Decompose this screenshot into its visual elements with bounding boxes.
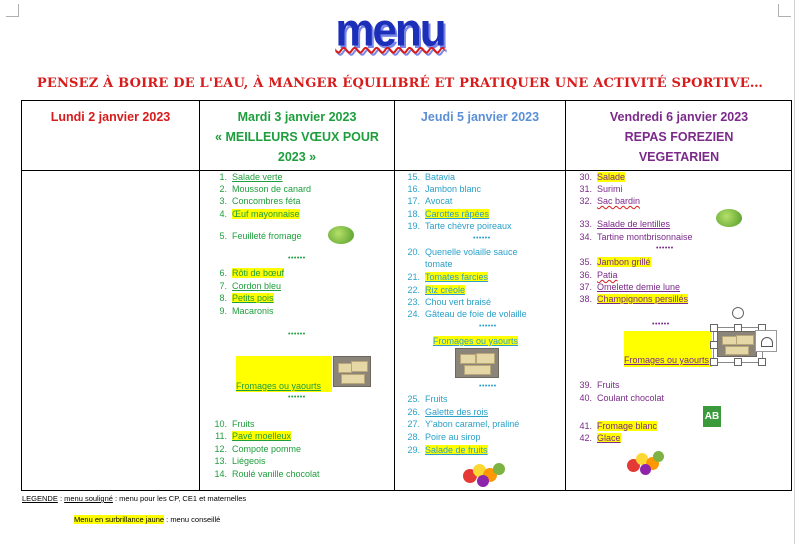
list-item: 32. Sac bardin	[579, 196, 641, 206]
list-item: 24. Gâteau de foie de volaille	[407, 309, 527, 319]
list-item: 4. Œuf mayonnaise	[219, 209, 300, 219]
resize-handle[interactable]	[710, 341, 718, 349]
separator-dots: ••••••	[288, 331, 306, 338]
list-item: 8. Petits pois	[219, 293, 274, 303]
list-item: 31. Surimi	[579, 184, 623, 194]
header-mardi-subtitle-2: 2023 »	[277, 150, 317, 164]
header-jeudi	[395, 107, 565, 127]
list-item: 42. Glace	[579, 433, 621, 443]
list-item: 20. Quenelle volaille sauce	[407, 247, 518, 257]
list-item: 2. Mousson de canard	[219, 184, 312, 194]
legend-line-1: LEGENDE : menu souligné : menu pour les CP, CE1 et maternelles	[22, 494, 247, 503]
mardi-menu	[200, 171, 394, 492]
fruit-basket-image	[626, 449, 666, 477]
list-item: 29. Salade de fruits	[407, 445, 488, 455]
list-item: 1. Salade verte	[219, 172, 283, 182]
cheese-image	[717, 331, 757, 357]
header-vendredi	[566, 107, 792, 167]
layout-options-icon[interactable]	[755, 330, 777, 352]
list-item: 17. Avocat	[407, 196, 453, 206]
list-item: 38. Champignons persillés	[579, 294, 689, 304]
header-mardi-date: Mardi 3 janvier 2023	[237, 110, 357, 124]
resize-handle[interactable]	[710, 358, 718, 366]
list-item: 37. Omelette demie lune	[579, 282, 681, 292]
jeudi-menu	[395, 171, 565, 492]
separator-dots: ••••••	[473, 235, 491, 242]
list-item: 13. Liégeois	[214, 456, 266, 466]
list-item: Fromages ou yaourts	[433, 336, 519, 346]
list-item: 39. Fruits	[579, 380, 620, 390]
list-item: 40. Coulant chocolat	[579, 393, 665, 403]
cheese-image	[333, 356, 371, 387]
list-item: 33. Salade de lentilles	[579, 219, 671, 229]
list-item: 3. Concombres féta	[219, 196, 301, 206]
legend-underline-text: : menu pour les CP, CE1 et maternelles	[112, 494, 247, 503]
lettuce-icon	[328, 226, 354, 244]
list-item: 25. Fruits	[407, 394, 448, 404]
resize-handle[interactable]	[734, 358, 742, 366]
list-item: Fromages ou yaourts	[624, 355, 710, 365]
legend-underline-sample: menu souligné	[64, 494, 113, 503]
list-item: 6. Rôti de bœuf	[219, 268, 285, 278]
list-item: 30. Salade	[579, 172, 626, 182]
resize-handle[interactable]	[710, 324, 718, 332]
list-item: 21. Tomates farcies	[407, 272, 489, 282]
list-item: 34. Tartine montbrisonnaise	[579, 232, 693, 242]
separator-dots: ••••••	[288, 394, 306, 401]
list-item: 27. Y'abon caramel, praliné	[407, 419, 520, 429]
ab-logo: AB	[703, 406, 721, 427]
fruit-basket-image	[461, 459, 509, 489]
list-item: tomate	[425, 259, 453, 269]
list-item: 35. Jambon grillé	[579, 257, 651, 267]
lettuce-icon	[716, 209, 742, 227]
menu-title: menu	[335, 4, 445, 57]
separator-dots: ••••••	[479, 383, 497, 390]
list-item: Fromages ou yaourts	[236, 381, 322, 391]
list-item: 12. Compote pomme	[214, 444, 302, 454]
list-item: 15. Batavia	[407, 172, 456, 182]
separator-dots: ••••••	[479, 323, 497, 330]
menu-table	[21, 100, 792, 491]
list-item: 36. Patia	[579, 270, 618, 280]
list-item: 10. Fruits	[214, 419, 255, 429]
list-item: 11. Pavé moelleux	[215, 431, 292, 441]
list-item: 16. Jambon blanc	[407, 184, 482, 194]
list-item: 41. Fromage blanc	[579, 421, 658, 431]
header-mardi-subtitle: « MEILLEURS VŒUX POUR	[215, 130, 379, 144]
header-vendredi-subtitle: REPAS FOREZIEN	[624, 130, 734, 144]
list-item: 26. Galette des rois	[407, 407, 489, 417]
list-item: 18. Carottes râpées	[407, 209, 490, 219]
header-mardi	[200, 107, 394, 167]
list-item: 19. Tarte chèvre poireaux	[407, 221, 512, 231]
list-item: 28. Poire au sirop	[407, 432, 481, 442]
list-item: 23. Chou vert braisé	[407, 297, 492, 307]
resize-handle[interactable]	[758, 358, 766, 366]
list-item: 14. Roulé vanille chocolat	[214, 469, 320, 479]
legend-line-2	[74, 515, 220, 524]
resize-handle[interactable]	[734, 324, 742, 332]
slogan: PENSEZ À BOIRE DE L'EAU, À MANGER ÉQUILIBRÉ ET PRATIQUER UNE ACTIVITÉ SPORTIVE…	[36, 76, 764, 91]
list-item: 7. Cordon bleu	[219, 281, 282, 291]
legend-highlight-text: : menu conseillé	[164, 515, 221, 524]
separator-dots: ••••••	[288, 255, 306, 262]
header-lundi-date: Lundi 2 janvier 2023	[50, 110, 171, 124]
header-jeudi-date: Jeudi 5 janvier 2023	[420, 110, 540, 124]
cheese-image	[455, 348, 499, 378]
list-item: 9. Macaronis	[219, 306, 274, 316]
header-vendredi-date: Vendredi 6 janvier 2023	[609, 110, 749, 124]
header-vendredi-subtitle-2: VEGETARIEN	[638, 150, 720, 164]
separator-dots: ••••••	[652, 321, 670, 328]
separator-dots: ••••••	[656, 245, 674, 252]
rotate-handle-icon[interactable]	[732, 307, 744, 319]
legend-highlight-sample: Menu en surbrillance jaune	[74, 515, 165, 524]
legend-label: LEGENDE	[22, 494, 58, 503]
list-item: 22. Riz créole	[407, 285, 466, 295]
list-item: 5. Feuilleté fromage	[219, 231, 302, 241]
header-lundi	[22, 107, 199, 127]
